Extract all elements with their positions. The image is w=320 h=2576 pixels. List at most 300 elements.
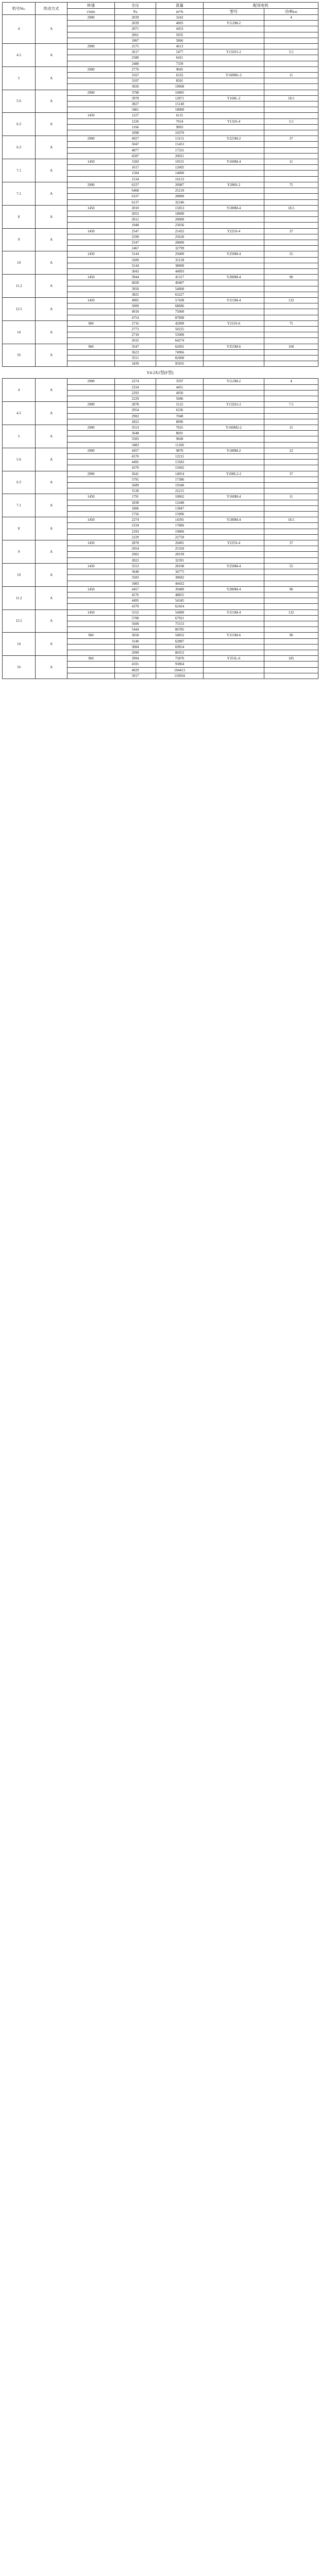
cell-motor-power: 132 xyxy=(264,609,318,615)
cell-motor-power xyxy=(264,38,318,43)
cell-motor-type xyxy=(204,361,264,367)
cell-motor-power xyxy=(264,615,318,621)
cell-pressure: 5600 xyxy=(115,621,156,626)
cell-pressure: 2617 xyxy=(115,49,156,55)
cell-flow: 44993 xyxy=(156,268,204,274)
header-speed: 转速 xyxy=(68,3,115,9)
cell-motor-power xyxy=(264,268,318,274)
cell-speed xyxy=(68,505,115,511)
cell-motor-power xyxy=(264,390,318,396)
cell-pressure: 4576 xyxy=(115,454,156,460)
cell-motor-power: 11 xyxy=(264,73,318,78)
cell-motor-power xyxy=(264,627,318,633)
cell-motor-power xyxy=(264,419,318,425)
cell-motor-type xyxy=(204,217,264,223)
cell-pressure: 2580 xyxy=(115,55,156,61)
table-row xyxy=(3,182,318,188)
cell-flow: 8501 xyxy=(156,78,204,84)
cell-pressure: 3583 xyxy=(115,436,156,442)
cell-speed xyxy=(68,667,115,673)
cell-speed: 2900 xyxy=(68,44,115,49)
cell-motor-power xyxy=(264,61,318,66)
cell-pressure: 1806 xyxy=(115,505,156,511)
cell-motor-type xyxy=(204,211,264,216)
header-drive: 传动方式 xyxy=(36,3,68,15)
cell-motor-type xyxy=(204,604,264,609)
cell-speed: 2900 xyxy=(68,182,115,188)
header-motor-type: 型号 xyxy=(204,9,264,15)
cell-flow: 82000 xyxy=(156,355,204,361)
cell-speed xyxy=(68,500,115,505)
cell-flow: 9870 xyxy=(156,448,204,453)
cell-motor-type xyxy=(204,113,264,118)
cell-drive: A xyxy=(36,379,68,402)
cell-motor-type: Y225S-4 xyxy=(204,228,264,234)
cell-motor-power xyxy=(264,638,318,644)
cell-motor-power xyxy=(264,569,318,575)
cell-pressure: 2052 xyxy=(115,211,156,216)
cell-motor-type xyxy=(204,303,264,309)
cell-motor-power xyxy=(264,188,318,194)
cell-motor-power xyxy=(264,488,318,494)
cell-model: 4.5 xyxy=(3,402,36,425)
cell-speed xyxy=(68,309,115,315)
table-row xyxy=(3,425,318,431)
cell-motor-type xyxy=(204,592,264,598)
cell-drive: A xyxy=(36,90,68,113)
header-flow-unit: m³/h xyxy=(156,9,204,15)
cell-motor-type xyxy=(204,465,264,471)
cell-pressure: 3994 xyxy=(115,656,156,662)
section-caption: Y4-2X1型(F型) xyxy=(146,370,174,376)
cell-pressure: 3827 xyxy=(115,101,156,107)
cell-motor-type xyxy=(204,505,264,511)
table-row xyxy=(3,494,318,500)
cell-flow: 17806 xyxy=(156,523,204,529)
cell-motor-type xyxy=(204,454,264,460)
cell-motor-type xyxy=(204,488,264,494)
cell-motor-type: Y180M-2 xyxy=(204,448,264,453)
cell-pressure: 3026 xyxy=(115,84,156,90)
cell-pressure: 2999 xyxy=(115,650,156,655)
header-motor-power: 功率kw xyxy=(264,9,318,15)
cell-motor-type xyxy=(204,280,264,286)
cell-motor-type xyxy=(204,124,264,130)
cell-flow: 22750 xyxy=(156,534,204,540)
cell-pressure: 1791 xyxy=(115,494,156,500)
table-row xyxy=(3,228,318,234)
cell-speed xyxy=(68,326,115,332)
cell-motor-type xyxy=(204,194,264,199)
cell-motor-power xyxy=(264,442,318,448)
cell-motor-type xyxy=(204,552,264,557)
cell-flow: 22215 xyxy=(156,488,204,494)
table-row xyxy=(3,320,318,326)
cell-drive: A xyxy=(36,344,68,367)
cell-motor-power xyxy=(264,303,318,309)
cell-flow: 8691 xyxy=(156,431,204,436)
cell-motor-type xyxy=(204,309,264,315)
cell-drive: A xyxy=(36,402,68,425)
cell-model: 4 xyxy=(3,15,36,44)
cell-speed: 1450 xyxy=(68,275,115,280)
cell-flow: 119934 xyxy=(156,673,204,679)
table-body-section-1 xyxy=(3,15,318,367)
cell-motor-power xyxy=(264,512,318,517)
cell-speed: 960 xyxy=(68,344,115,349)
cell-speed xyxy=(68,615,115,621)
cell-speed xyxy=(68,246,115,251)
cell-speed xyxy=(68,26,115,32)
cell-drive: A xyxy=(36,425,68,448)
cell-flow: 4613 xyxy=(156,44,204,49)
cell-flow: 50832 xyxy=(156,633,204,638)
cell-motor-power: 75 xyxy=(264,182,318,188)
cell-pressure: 2334 xyxy=(115,523,156,529)
table-row xyxy=(3,159,318,165)
cell-speed xyxy=(68,61,115,66)
cell-motor-type xyxy=(204,460,264,465)
cell-model: 7.1 xyxy=(3,494,36,517)
cell-flow: 75870 xyxy=(156,656,204,662)
cell-motor-type xyxy=(204,268,264,274)
cell-motor-power xyxy=(264,171,318,176)
cell-flow: 44432 xyxy=(156,581,204,586)
table-row xyxy=(3,633,318,638)
cell-speed xyxy=(68,240,115,245)
cell-motor-power xyxy=(264,55,318,61)
cell-pressure: 4927 xyxy=(115,136,156,142)
cell-motor-power xyxy=(264,26,318,32)
cell-flow: 41317 xyxy=(156,275,204,280)
cell-pressure: 5641 xyxy=(115,471,156,477)
cell-motor-power xyxy=(264,355,318,361)
cell-motor-power xyxy=(264,240,318,245)
cell-model: 16 xyxy=(3,344,36,367)
cell-model: 8 xyxy=(3,205,36,228)
cell-flow: 54345 xyxy=(156,598,204,604)
cell-flow: 32246 xyxy=(156,199,204,205)
cell-flow: 57438 xyxy=(156,297,204,303)
cell-speed xyxy=(68,49,115,55)
cell-speed xyxy=(68,552,115,557)
cell-drive: A xyxy=(36,540,68,564)
cell-pressure: 5047 xyxy=(115,142,156,147)
cell-speed xyxy=(68,477,115,482)
cell-speed xyxy=(68,303,115,309)
cell-motor-power: 37 xyxy=(264,471,318,477)
cell-speed xyxy=(68,488,115,494)
cell-model: 4.5 xyxy=(3,44,36,67)
header-flow: 流量 xyxy=(156,3,204,9)
cell-pressure: 2293 xyxy=(115,529,156,534)
cell-drive: A xyxy=(36,586,68,609)
cell-motor-power: 37 xyxy=(264,540,318,546)
cell-speed xyxy=(68,38,115,43)
cell-flow: 4950 xyxy=(156,390,204,396)
cell-flow: 5866 xyxy=(156,38,204,43)
cell-pressure: 2716 xyxy=(115,320,156,326)
cell-flow: 50225 xyxy=(156,326,204,332)
cell-flow: 13583 xyxy=(156,460,204,465)
cell-motor-type xyxy=(204,240,264,245)
cell-flow: 3242 xyxy=(156,15,204,21)
cell-motor-type xyxy=(204,257,264,263)
cell-speed xyxy=(68,408,115,413)
cell-speed xyxy=(68,188,115,194)
table-row xyxy=(3,586,318,592)
cell-speed xyxy=(68,650,115,655)
table-row xyxy=(3,344,318,349)
cell-motor-power xyxy=(264,431,318,436)
cell-motor-type xyxy=(204,44,264,49)
cell-pressure: 2954 xyxy=(115,546,156,552)
cell-pressure: 2599 xyxy=(115,234,156,240)
cell-motor-type: Y160M2-2 xyxy=(204,425,264,431)
cell-speed: 2900 xyxy=(68,448,115,453)
cell-pressure: 3461 xyxy=(115,107,156,113)
cell-model: 5 xyxy=(3,425,36,448)
cell-speed: 1450 xyxy=(68,563,115,569)
cell-motor-power xyxy=(264,257,318,263)
cell-drive: A xyxy=(36,136,68,159)
table-row xyxy=(3,113,318,118)
cell-pressure: 3551 xyxy=(115,355,156,361)
cell-speed xyxy=(68,153,115,159)
cell-pressure: 4457 xyxy=(115,586,156,592)
cell-speed xyxy=(68,130,115,136)
cell-speed xyxy=(68,454,115,460)
cell-pressure: 2039 xyxy=(115,21,156,26)
cell-motor-power: 90 xyxy=(264,633,318,638)
cell-flow: 20491 xyxy=(156,540,204,546)
cell-speed: 1450 xyxy=(68,159,115,165)
cell-speed xyxy=(68,662,115,667)
cell-pressure: 3944 xyxy=(115,275,156,280)
cell-motor-power: 22 xyxy=(264,448,318,453)
cell-motor-power xyxy=(264,436,318,442)
cell-flow: 54900 xyxy=(156,609,204,615)
cell-speed xyxy=(68,199,115,205)
cell-speed xyxy=(68,349,115,355)
cell-flow: 35158 xyxy=(156,257,204,263)
header-pressure: 全压 xyxy=(115,3,156,9)
cell-speed xyxy=(68,263,115,268)
cell-speed xyxy=(68,361,115,367)
cell-motor-type xyxy=(204,286,264,292)
table-row xyxy=(3,251,318,257)
cell-speed xyxy=(68,194,115,199)
cell-pressure: 1617 xyxy=(115,165,156,171)
cell-speed: 2900 xyxy=(68,136,115,142)
cell-motor-type: Y112M-2 xyxy=(204,379,264,384)
cell-motor-type xyxy=(204,673,264,679)
cell-motor-power: 75 xyxy=(264,320,318,326)
cell-pressure: 3144 xyxy=(115,263,156,268)
cell-model: 5.6 xyxy=(3,448,36,471)
cell-motor-power: 11 xyxy=(264,494,318,500)
cell-flow: 18000 xyxy=(156,211,204,216)
cell-flow: 8096 xyxy=(156,419,204,425)
cell-speed xyxy=(68,315,115,320)
cell-flow: 20987 xyxy=(156,182,204,188)
cell-motor-type xyxy=(204,638,264,644)
cell-motor-type xyxy=(204,90,264,95)
cell-flow: 4453 xyxy=(156,26,204,32)
cell-pressure: 1534 xyxy=(115,176,156,182)
cell-motor-type xyxy=(204,431,264,436)
table-body-section-2 xyxy=(3,379,318,679)
cell-flow: 10068 xyxy=(156,84,204,90)
cell-pressure: 4587 xyxy=(115,153,156,159)
cell-drive: A xyxy=(36,113,68,136)
cell-motor-power: 160 xyxy=(264,344,318,349)
cell-speed xyxy=(68,644,115,650)
cell-flow: 34775 xyxy=(156,569,204,575)
cell-flow: 7048 xyxy=(156,413,204,419)
cell-pressure: 1098 xyxy=(115,130,156,136)
table-row xyxy=(3,66,318,72)
cell-pressure: 1226 xyxy=(115,118,156,124)
table-row xyxy=(3,609,318,615)
cell-motor-type xyxy=(204,66,264,72)
cell-drive: A xyxy=(36,205,68,228)
cell-flow: 14054 xyxy=(156,471,204,477)
cell-drive: A xyxy=(36,228,68,251)
cell-pressure: 4101 xyxy=(115,662,156,667)
cell-motor-power xyxy=(264,621,318,626)
cell-model: 9 xyxy=(3,540,36,564)
cell-motor-type xyxy=(204,107,264,113)
cell-pressure: 3648 xyxy=(115,431,156,436)
cell-motor-type xyxy=(204,546,264,552)
cell-speed xyxy=(68,673,115,679)
cell-flow: 20000 xyxy=(156,217,204,223)
header-motor: 配用电机 xyxy=(204,3,318,9)
cell-pressure: 6337 xyxy=(115,194,156,199)
cell-speed xyxy=(68,95,115,101)
cell-motor-type xyxy=(204,223,264,228)
cell-pressure: 2012 xyxy=(115,217,156,223)
cell-pressure: 3553 xyxy=(115,563,156,569)
cell-motor-type xyxy=(204,477,264,482)
cell-model: 14 xyxy=(3,633,36,656)
cell-motor-type: Y315S-6 xyxy=(204,320,264,326)
cell-speed xyxy=(68,332,115,338)
cell-drive: A xyxy=(36,66,68,90)
cell-motor-power xyxy=(264,211,318,216)
cell-speed xyxy=(68,396,115,402)
cell-motor-type xyxy=(204,413,264,419)
cell-flow: 12448 xyxy=(156,500,204,505)
cell-flow: 68686 xyxy=(156,303,204,309)
cell-speed xyxy=(68,384,115,390)
cell-speed xyxy=(68,534,115,540)
cell-pressure: 2334 xyxy=(115,384,156,390)
cell-flow: 10370 xyxy=(156,130,204,136)
cell-flow: 16123 xyxy=(156,176,204,182)
cell-speed xyxy=(68,171,115,176)
cell-pressure: 1838 xyxy=(115,500,156,505)
fan-spec-table xyxy=(2,2,318,367)
cell-motor-type xyxy=(204,165,264,171)
cell-drive: A xyxy=(36,656,68,679)
cell-motor-power xyxy=(264,246,318,251)
cell-motor-power: 18.5 xyxy=(264,95,318,101)
cell-pressure: 3140 xyxy=(115,638,156,644)
cell-motor-power: 5.5 xyxy=(264,49,318,55)
cell-drive: A xyxy=(36,44,68,67)
cell-flow: 15453 xyxy=(156,142,204,147)
cell-speed xyxy=(68,21,115,26)
cell-speed xyxy=(68,604,115,609)
cell-motor-power xyxy=(264,598,318,604)
cell-pressure: 1166 xyxy=(115,124,156,130)
table-row xyxy=(3,90,318,95)
cell-motor-power: 90 xyxy=(264,586,318,592)
cell-motor-type: Y132S1-2 xyxy=(204,49,264,55)
cell-motor-power xyxy=(264,142,318,147)
cell-speed xyxy=(68,73,115,78)
cell-model: 10 xyxy=(3,563,36,586)
table-row xyxy=(3,563,318,569)
cell-motor-type xyxy=(204,101,264,107)
cell-motor-type xyxy=(204,650,264,655)
cell-motor-type xyxy=(204,662,264,667)
cell-motor-power: 132 xyxy=(264,297,318,303)
cell-motor-power xyxy=(264,408,318,413)
cell-motor-power xyxy=(264,223,318,228)
cell-motor-type: Y280S-2 xyxy=(204,182,264,188)
cell-flow: 13847 xyxy=(156,505,204,511)
cell-speed: 1450 xyxy=(68,540,115,546)
cell-speed: 1450 xyxy=(68,228,115,234)
cell-speed xyxy=(68,465,115,471)
cell-flow: 42000 xyxy=(156,320,204,326)
cell-flow: 55000 xyxy=(156,332,204,338)
cell-pressure: 2878 xyxy=(115,402,156,408)
cell-pressure: 2902 xyxy=(115,413,156,419)
cell-motor-power xyxy=(264,78,318,84)
cell-motor-type xyxy=(204,349,264,355)
cell-motor-type xyxy=(204,442,264,448)
cell-pressure: 2480 xyxy=(115,61,156,66)
cell-speed xyxy=(68,419,115,425)
cell-pressure: 6137 xyxy=(115,199,156,205)
cell-motor-type xyxy=(204,419,264,425)
cell-pressure: 2274 xyxy=(115,517,156,523)
cell-speed: 1450 xyxy=(68,586,115,592)
table-row xyxy=(3,471,318,477)
cell-pressure: 2822 xyxy=(115,419,156,425)
cell-speed xyxy=(68,581,115,586)
cell-flow: 19340 xyxy=(156,483,204,488)
cell-speed xyxy=(68,431,115,436)
cell-flow: 75553 xyxy=(156,621,204,626)
cell-motor-power xyxy=(264,234,318,240)
cell-motor-power xyxy=(264,667,318,673)
cell-speed xyxy=(68,512,115,517)
cell-motor-power xyxy=(264,575,318,581)
cell-motor-power: 4 xyxy=(264,15,318,21)
cell-drive: A xyxy=(36,609,68,633)
cell-pressure: 3917 xyxy=(115,673,156,679)
cell-motor-type xyxy=(204,396,264,402)
cell-pressure: 3978 xyxy=(115,95,156,101)
cell-motor-type: Y280M-4 xyxy=(204,275,264,280)
cell-flow: 48855 xyxy=(156,592,204,598)
cell-flow: 38000 xyxy=(156,263,204,268)
